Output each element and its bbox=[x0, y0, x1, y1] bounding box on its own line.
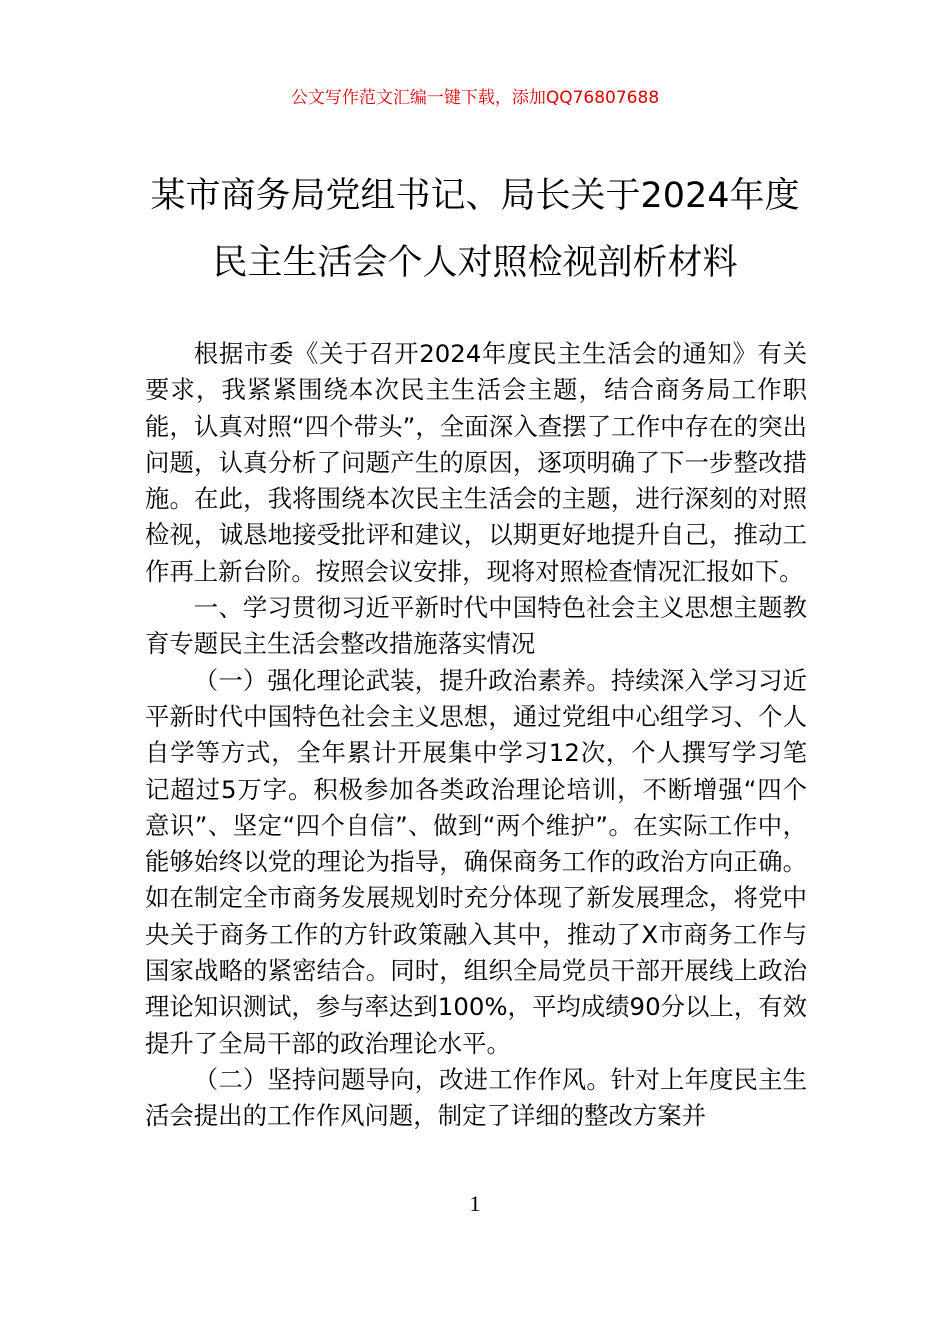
document-title-line-2: 民主生活会个人对照检视剖析材料 bbox=[212, 243, 738, 283]
document-title-line-1: 某市商务局党组书记、局长关于2024年度 bbox=[150, 176, 800, 216]
section-heading-1: 一、学习贯彻习近平新时代中国特色社会主义思想主题教育专题民主生活会整改措施落实情况 bbox=[145, 593, 807, 659]
paragraph-subsection-1: （一）强化理论武装，提升政治素养。持续深入学习习近平新时代中国特色社会主义思想，通过党组中心组学习、个人自学等方式，全年累计开展集中学习12次，个人撰写学习笔记超过5万字。积极参加各类政治理论培训，不断增强“四个意识”、坚定“四个自信”、做到“两个维护”。在实际工作中，能够始终以党的理论为指导，确保商务工作的政治方向正确。如在制定全市商务发展规划时充分体现了新发展理念，将党中央关于商务工作的方针政策融入其中，推动了X市商务工作与国家战略的紧密结合。同时，组织全局党员干部开展线上政治理论知识测试，参与率达到100%，平均成绩90分以上，有效提升了全局干部的政治理论水平。 bbox=[145, 665, 807, 1058]
paragraph-subsection-2: （二）坚持问题导向，改进工作作风。针对上年度民主生活会提出的工作作风问题，制定了详细的整改方案并 bbox=[145, 1064, 807, 1131]
page-number: 1 bbox=[469, 1191, 481, 1216]
document-body bbox=[145, 336, 807, 1135]
paragraph-intro: 根据市委《关于召开2024年度民主生活会的通知》有关要求，我紧紧围绕本次民主生活会主题，结合商务局工作职能，认真对照“四个带头”，全面深入查摆了工作中存在的突出问题，认真分析了问题产生的原因，逐项明确了下一步整改措施。在此，我将围绕本次民主生活会的主题，进行深刻的对照检视，诚恳地接受批评和建议，以期更好地提升自己，推动工作再上新台阶。按照会议安排，现将对照检查情况汇报如下。 bbox=[145, 339, 807, 586]
header-download-note: 公文写作范文汇编一键下载，添加QQ76807688 bbox=[290, 88, 660, 108]
